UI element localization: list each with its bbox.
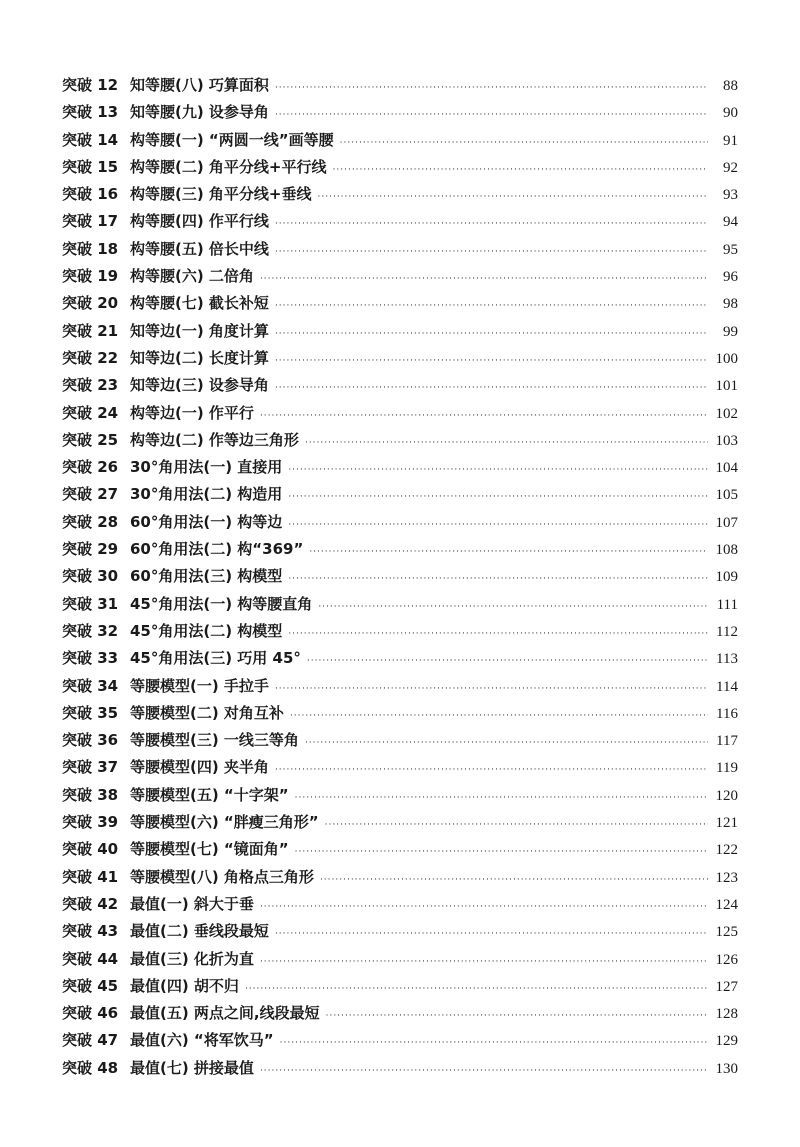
toc-entry-label: 突破 34 xyxy=(62,676,119,695)
toc-entry-label: 突破 16 xyxy=(62,185,119,204)
toc-entry[interactable] xyxy=(62,700,738,727)
toc-dot-leader xyxy=(275,757,708,784)
toc-entry-label: 突破 44 xyxy=(62,949,119,968)
toc-entry[interactable] xyxy=(62,99,738,126)
toc-dot-leader xyxy=(260,949,708,976)
toc-entry[interactable] xyxy=(62,918,738,945)
toc-entry-page-number: 114 xyxy=(716,678,738,695)
toc-entry-page-number: 117 xyxy=(716,733,738,750)
toc-entry[interactable] xyxy=(62,154,738,181)
toc-entry-page-number: 93 xyxy=(723,187,738,204)
toc-entry-page-number: 104 xyxy=(715,460,738,477)
toc-entry[interactable] xyxy=(62,1055,738,1082)
toc-entry-page-number: 127 xyxy=(715,978,738,995)
toc-entry-label: 突破 14 xyxy=(62,130,119,149)
toc-entry[interactable] xyxy=(62,864,738,891)
toc-entry-title: 构等腰(七) 截长补短 xyxy=(130,294,269,313)
toc-entry-label: 突破 41 xyxy=(62,867,119,886)
toc-entry-page-number: 98 xyxy=(723,296,738,313)
toc-dot-leader xyxy=(275,921,708,948)
toc-dot-leader xyxy=(288,484,708,511)
toc-dot-leader xyxy=(305,430,708,457)
toc-entry-label: 突破 47 xyxy=(62,1031,119,1050)
toc-entry[interactable] xyxy=(62,618,738,645)
toc-entry-label: 突破 26 xyxy=(62,458,119,477)
toc-entry-title: 60°角用法(三) 构模型 xyxy=(130,567,283,586)
toc-entry-title: 60°角用法(二) 构“369” xyxy=(130,540,304,559)
toc-entry-label: 突破 24 xyxy=(62,403,119,422)
toc-entry-label: 突破 45 xyxy=(62,976,119,995)
toc-entry-title: 最值(三) 化折为直 xyxy=(130,949,254,968)
toc-entry-label: 突破 17 xyxy=(62,212,119,231)
toc-entry-page-number: 109 xyxy=(715,569,738,586)
toc-entry-label: 突破 30 xyxy=(62,567,119,586)
toc-entry-title: 知等腰(九) 设参导角 xyxy=(130,103,269,122)
toc-entry-page-number: 111 xyxy=(716,596,738,613)
toc-entry-title: 等腰模型(七) “镜面角” xyxy=(130,840,289,859)
toc-entry-title: 构等腰(五) 倍长中线 xyxy=(130,239,269,258)
toc-entry-page-number: 96 xyxy=(723,269,738,286)
toc-entry-label: 突破 20 xyxy=(62,294,119,313)
toc-dot-leader xyxy=(295,839,708,866)
toc-entry-page-number: 119 xyxy=(716,760,738,777)
toc-entry-title: 构等边(一) 作平行 xyxy=(130,403,254,422)
toc-entry-title: 最值(六) “将军饮马” xyxy=(130,1031,274,1050)
toc-entry[interactable] xyxy=(62,782,738,809)
toc-entry-title: 45°角用法(三) 巧用 45° xyxy=(130,649,301,668)
toc-dot-leader xyxy=(275,676,708,703)
toc-entry-page-number: 107 xyxy=(715,514,738,531)
toc-entry-title: 构等腰(四) 作平行线 xyxy=(130,212,269,231)
toc-entry[interactable] xyxy=(62,127,738,154)
toc-entry[interactable] xyxy=(62,509,738,536)
toc-entry-page-number: 90 xyxy=(723,105,738,122)
toc-entry-title: 等腰模型(八) 角格点三角形 xyxy=(130,867,314,886)
toc-entry-page-number: 100 xyxy=(715,350,738,367)
toc-entry-page-number: 101 xyxy=(715,378,738,395)
toc-entry-label: 突破 39 xyxy=(62,813,119,832)
toc-entry-title: 等腰模型(三) 一线三等角 xyxy=(130,731,299,750)
toc-dot-leader xyxy=(318,184,708,211)
toc-dot-leader xyxy=(288,621,708,648)
toc-dot-leader xyxy=(320,867,708,894)
toc-entry[interactable] xyxy=(62,809,738,836)
toc-entry[interactable] xyxy=(62,290,738,317)
toc-entry-label: 突破 28 xyxy=(62,512,119,531)
toc-entry-title: 知等边(三) 设参导角 xyxy=(130,376,269,395)
toc-entry[interactable] xyxy=(62,836,738,863)
toc-entry-page-number: 116 xyxy=(716,705,738,722)
toc-dot-leader xyxy=(309,539,708,566)
toc-entry-title: 45°角用法(二) 构模型 xyxy=(130,621,283,640)
toc-entry[interactable] xyxy=(62,208,738,235)
toc-entry[interactable] xyxy=(62,754,738,781)
toc-entry[interactable] xyxy=(62,946,738,973)
toc-entry-page-number: 122 xyxy=(715,842,738,859)
toc-entry-title: 知等边(一) 角度计算 xyxy=(130,321,269,340)
toc-entry-label: 突破 37 xyxy=(62,758,119,777)
toc-entry-page-number: 102 xyxy=(715,405,738,422)
toc-entry-page-number: 99 xyxy=(723,323,738,340)
toc-entry[interactable] xyxy=(62,1027,738,1054)
toc-entry-page-number: 105 xyxy=(715,487,738,504)
toc-dot-leader xyxy=(340,130,708,157)
toc-entry-label: 突破 25 xyxy=(62,430,119,449)
toc-entry-page-number: 121 xyxy=(715,815,738,832)
toc-entry-label: 突破 23 xyxy=(62,376,119,395)
toc-entry-title: 最值(五) 两点之间,线段最短 xyxy=(130,1004,320,1023)
toc-dot-leader xyxy=(275,102,708,129)
toc-dot-leader xyxy=(326,1003,708,1030)
toc-entry-page-number: 95 xyxy=(723,241,738,258)
toc-entry[interactable] xyxy=(62,645,738,672)
toc-entry-label: 突破 12 xyxy=(62,76,119,94)
toc-entry-title: 构等腰(一) “两圆一线”画等腰 xyxy=(130,130,334,149)
toc-entry[interactable] xyxy=(62,727,738,754)
toc-entry[interactable] xyxy=(62,454,738,481)
toc-entry[interactable] xyxy=(62,891,738,918)
toc-entry-label: 突破 38 xyxy=(62,785,119,804)
toc-entry[interactable] xyxy=(62,427,738,454)
toc-dot-leader xyxy=(295,785,708,812)
toc-entry-label: 突破 46 xyxy=(62,1004,119,1023)
toc-entry-label: 突破 18 xyxy=(62,239,119,258)
toc-entry-title: 最值(七) 拼接最值 xyxy=(130,1058,254,1077)
toc-entry[interactable] xyxy=(62,72,738,99)
toc-entry[interactable] xyxy=(62,372,738,399)
toc-dot-leader xyxy=(275,239,708,266)
toc-dot-leader xyxy=(275,211,708,238)
toc-dot-leader xyxy=(275,75,708,102)
toc-entry-page-number: 129 xyxy=(715,1033,738,1050)
toc-entry-page-number: 130 xyxy=(715,1060,738,1077)
toc-entry-page-number: 91 xyxy=(723,132,738,149)
toc-dot-leader xyxy=(275,375,708,402)
toc-entry-page-number: 123 xyxy=(715,869,738,886)
toc-entry[interactable] xyxy=(62,1000,738,1027)
toc-entry-title: 最值(四) 胡不归 xyxy=(130,976,239,995)
toc-dot-leader xyxy=(275,348,708,375)
toc-entry-page-number: 128 xyxy=(715,1006,738,1023)
toc-entry-page-number: 112 xyxy=(716,623,738,640)
toc-entry[interactable] xyxy=(62,400,738,427)
toc-entry-title: 等腰模型(四) 夹半角 xyxy=(130,758,269,777)
toc-dot-leader xyxy=(307,648,708,675)
toc-entry-label: 突破 35 xyxy=(62,703,119,722)
toc-dot-leader xyxy=(290,703,708,730)
toc-entry-title: 最值(二) 垂线段最短 xyxy=(130,922,269,941)
toc-entry-title: 最值(一) 斜大于垂 xyxy=(130,894,254,913)
toc-entry[interactable] xyxy=(62,673,738,700)
toc-entry-label: 突破 36 xyxy=(62,731,119,750)
toc-entry-label: 突破 27 xyxy=(62,485,119,504)
toc-dot-leader xyxy=(245,976,708,1003)
toc-entry-title: 构等边(二) 作等边三角形 xyxy=(130,430,299,449)
toc-entry[interactable] xyxy=(62,481,738,508)
toc-entry-page-number: 125 xyxy=(715,924,738,941)
toc-entry[interactable] xyxy=(62,563,738,590)
toc-entry[interactable] xyxy=(62,591,738,618)
toc-entry-page-number: 103 xyxy=(715,432,738,449)
toc-dot-leader xyxy=(260,894,708,921)
toc-entry-label: 突破 29 xyxy=(62,540,119,559)
toc-entry-title: 30°角用法(一) 直接用 xyxy=(130,458,283,477)
toc-dot-leader xyxy=(280,1030,708,1057)
toc-entry-page-number: 88 xyxy=(723,78,738,94)
toc-entry-title: 知等腰(八) 巧算面积 xyxy=(130,76,269,94)
toc-dot-leader xyxy=(288,512,708,539)
toc-dot-leader xyxy=(288,457,708,484)
toc-entry-label: 突破 32 xyxy=(62,621,119,640)
table-of-contents xyxy=(62,72,738,1082)
toc-entry-page-number: 124 xyxy=(715,896,738,913)
toc-entry-title: 构等腰(二) 角平分线+平行线 xyxy=(130,157,327,176)
toc-entry-title: 60°角用法(一) 构等边 xyxy=(130,512,283,531)
toc-entry-title: 30°角用法(二) 构造用 xyxy=(130,485,283,504)
toc-dot-leader xyxy=(318,594,708,621)
toc-entry-page-number: 94 xyxy=(723,214,738,231)
toc-entry[interactable] xyxy=(62,263,738,290)
toc-entry-label: 突破 21 xyxy=(62,321,119,340)
toc-entry-page-number: 113 xyxy=(716,651,738,668)
toc-entry-label: 突破 15 xyxy=(62,157,119,176)
toc-entry-title: 构等腰(三) 角平分线+垂线 xyxy=(130,185,312,204)
toc-entry-title: 等腰模型(五) “十字架” xyxy=(130,785,289,804)
toc-entry-label: 突破 31 xyxy=(62,594,119,613)
toc-entry-page-number: 120 xyxy=(715,787,738,804)
toc-entry-title: 45°角用法(一) 构等腰直角 xyxy=(130,594,313,613)
toc-dot-leader xyxy=(275,293,708,320)
toc-entry[interactable] xyxy=(62,181,738,208)
toc-dot-leader xyxy=(260,266,708,293)
toc-dot-leader xyxy=(275,321,708,348)
toc-entry-page-number: 126 xyxy=(715,951,738,968)
toc-entry-page-number: 92 xyxy=(723,159,738,176)
toc-dot-leader xyxy=(288,566,708,593)
toc-entry-title: 等腰模型(六) “胖瘦三角形” xyxy=(130,813,319,832)
toc-dot-leader xyxy=(260,403,708,430)
toc-entry-label: 突破 22 xyxy=(62,348,119,367)
toc-entry[interactable] xyxy=(62,236,738,263)
toc-dot-leader xyxy=(305,730,708,757)
toc-entry[interactable] xyxy=(62,318,738,345)
toc-entry-label: 突破 19 xyxy=(62,267,119,286)
toc-entry[interactable] xyxy=(62,536,738,563)
toc-entry-label: 突破 42 xyxy=(62,894,119,913)
toc-entry-label: 突破 13 xyxy=(62,103,119,122)
toc-entry[interactable] xyxy=(62,973,738,1000)
toc-dot-leader xyxy=(260,1058,708,1085)
toc-entry-title: 知等边(二) 长度计算 xyxy=(130,348,269,367)
toc-entry-title: 构等腰(六) 二倍角 xyxy=(130,267,254,286)
toc-entry-title: 等腰模型(二) 对角互补 xyxy=(130,703,284,722)
toc-entry-label: 突破 40 xyxy=(62,840,119,859)
toc-entry-label: 突破 48 xyxy=(62,1058,119,1077)
toc-entry-page-number: 108 xyxy=(715,542,738,559)
toc-dot-leader xyxy=(325,812,708,839)
toc-entry-label: 突破 33 xyxy=(62,649,119,668)
toc-dot-leader xyxy=(333,157,708,184)
toc-entry-title: 等腰模型(一) 手拉手 xyxy=(130,676,269,695)
toc-entry-label: 突破 43 xyxy=(62,922,119,941)
toc-entry[interactable] xyxy=(62,345,738,372)
